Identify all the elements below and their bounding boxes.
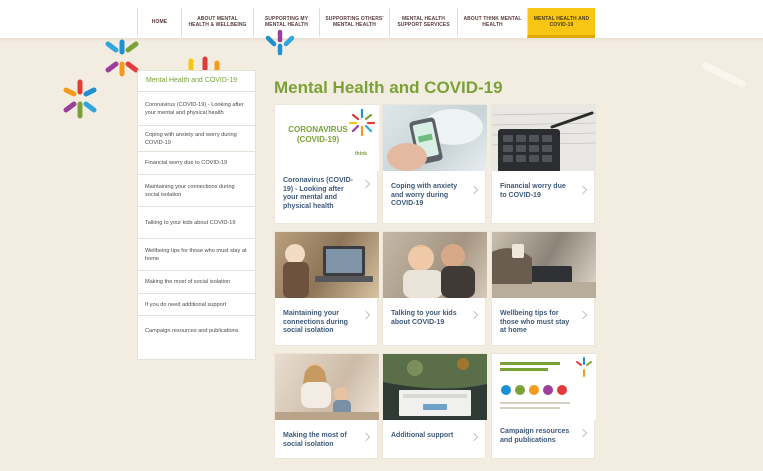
card-image-phone — [383, 105, 487, 171]
card-label: Financial worry due to COVID-19 — [500, 183, 566, 199]
decorative-sparkle-icon — [262, 28, 298, 56]
card-image-calculator — [492, 105, 596, 171]
card-wellbeing-tips[interactable] — [491, 231, 595, 346]
card-label: Coping with anxiety and worry during COVID-19 — [391, 183, 458, 207]
card-campaign-resources[interactable] — [491, 353, 595, 459]
card-coronavirus[interactable] — [274, 104, 378, 224]
card-label: Talking to your kids about COVID-19 — [391, 310, 457, 326]
sidebar-item-wellbeing-tips[interactable]: Wellbeing tips for those who must stay at home — [138, 239, 255, 271]
card-label: Maintaining your connections during social isolation — [283, 310, 348, 334]
card-image-mother-child — [275, 354, 379, 420]
think-brand-text: think — [355, 151, 367, 157]
sidebar-item-campaign-resources[interactable]: Campaign resources and publications — [145, 328, 239, 334]
covid-graphic-text: CORONAVIRUS (COVID-19) — [288, 125, 348, 144]
card-maintaining-connections[interactable] — [274, 231, 378, 346]
card-coping-anxiety[interactable] — [382, 104, 486, 224]
card-making-the-most[interactable] — [274, 353, 378, 459]
nav-item-support-services[interactable]: MENTAL HEALTH SUPPORT SERVICES — [389, 8, 457, 38]
nav-item-about-think[interactable]: ABOUT THINK MENTAL HEALTH — [457, 8, 527, 38]
home-laptop-illustration-icon — [492, 232, 596, 298]
sidebar-item-making-most[interactable]: Making the most of social isolation — [138, 271, 255, 294]
card-talking-to-kids[interactable] — [382, 231, 486, 346]
page-title: Mental Health and COVID-19 — [274, 78, 503, 97]
chevron-right-icon — [470, 433, 478, 441]
nav-item-supporting-my-mental-health[interactable]: SUPPORTING MY MENTAL HEALTH — [253, 8, 319, 38]
card-label: Campaign resources and publications — [500, 428, 570, 444]
main-nav — [137, 8, 595, 38]
nav-item-home[interactable]: HOME — [137, 8, 181, 38]
chevron-right-icon — [470, 311, 478, 319]
sidebar-title: Mental Health and COVID-19 — [138, 71, 255, 92]
sidebar-item-talking-to-kids[interactable]: Talking to your kids about COVID-19 — [138, 207, 255, 239]
card-image-parent-child — [383, 232, 487, 298]
card-image-laptop-call — [275, 232, 379, 298]
nav-item-covid-19[interactable]: MENTAL HEALTH AND COVID-19 — [527, 8, 595, 38]
card-label: Wellbeing tips for those who must stay at home — [500, 310, 570, 334]
mother-child-illustration-icon — [275, 354, 379, 420]
calculator-illustration-icon — [492, 105, 596, 171]
website-screen-illustration-icon — [383, 354, 487, 420]
nav-item-supporting-others[interactable]: SUPPORTING OTHERS' MENTAL HEALTH — [319, 8, 389, 38]
chevron-right-icon — [362, 433, 370, 441]
card-image-covid-graphic — [275, 105, 379, 171]
parent-child-illustration-icon — [383, 232, 487, 298]
card-financial-worry[interactable] — [491, 104, 595, 224]
decorative-stripe-icon — [700, 60, 750, 90]
card-image-working-from-home — [492, 232, 596, 298]
chevron-right-icon — [579, 186, 587, 194]
laptop-illustration-icon — [275, 232, 379, 298]
card-label: Making the most of social isolation — [283, 432, 347, 448]
campaign-poster-illustration-icon — [492, 354, 596, 420]
card-label: Coronavirus (COVID-19) - Looking after your mental and physical health — [283, 177, 354, 210]
sidebar — [137, 70, 256, 360]
phone-illustration-icon — [383, 105, 487, 171]
chevron-right-icon — [579, 311, 587, 319]
card-image-campaign-poster — [492, 354, 596, 420]
sidebar-item-coronavirus[interactable]: Coronavirus (COVID-19) - Looking after your mental and physical health — [138, 92, 255, 126]
card-image-website-screen — [383, 354, 487, 420]
sidebar-item-maintaining-connections[interactable]: Maintaining your connections during social isolation — [138, 175, 255, 207]
chevron-right-icon — [579, 429, 587, 437]
chevron-right-icon — [362, 311, 370, 319]
chevron-right-icon — [362, 180, 370, 188]
think-logo-icon — [347, 107, 377, 141]
sidebar-item-financial-worry[interactable]: Financial worry due to COVID-19 — [138, 152, 255, 175]
chevron-right-icon — [470, 186, 478, 194]
card-label: Additional support — [391, 432, 454, 439]
sidebar-item-additional-support[interactable]: If you do need additional support — [138, 294, 255, 316]
card-additional-support[interactable] — [382, 353, 486, 459]
sidebar-item-coping-anxiety[interactable]: Coping with anxiety and worry during COVID-19 — [138, 126, 255, 152]
nav-item-about-mental-health[interactable]: ABOUT MENTAL HEALTH & WELLBEING — [181, 8, 253, 38]
